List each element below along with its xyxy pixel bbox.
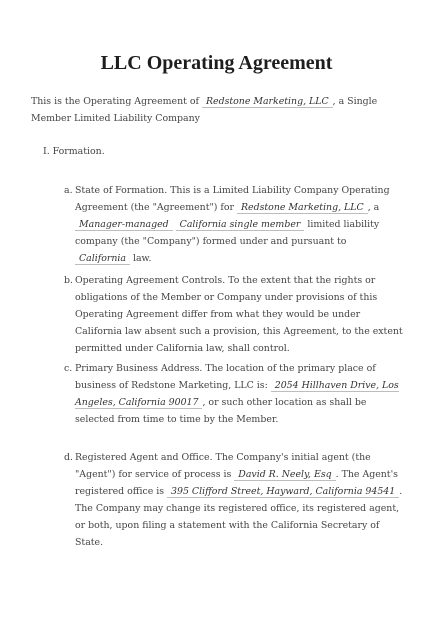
intro-text-post: , a Single Member Limited Liability Company <box>31 96 378 124</box>
item-registered-agent <box>64 449 404 551</box>
item-text: . The Agent's registered office is <box>75 469 398 497</box>
item-label: d. <box>64 452 73 463</box>
item-text: law. <box>132 253 152 264</box>
item-text: , or such other location as shall be selected from time to time by the Member. <box>75 397 367 425</box>
document-title: LLC Operating Agreement <box>100 52 333 74</box>
company-name-field: Redstone Marketing, LLC <box>237 202 368 214</box>
item-text: , a <box>367 202 380 213</box>
address-field: 2054 Hillhaven Drive, Los Angeles, California 90017 <box>75 380 399 408</box>
item-text: Primary Business Address. The location of the primary place of business of Redstone Marketing, LLC is: <box>75 363 376 391</box>
company-name-field: Redstone Marketing, LLC <box>202 96 333 108</box>
item-business-address <box>64 360 404 428</box>
state-member-field: California single member <box>176 219 305 231</box>
intro-text: This is the Operating Agreement of <box>31 96 199 107</box>
item-text: State of Formation. This is a Limited Liability Company Operating Agreement (the "Agreement") for <box>75 185 390 213</box>
item-text: limited liability company (the "Company") formed under and pursuant to <box>75 219 380 247</box>
item-label: a. <box>64 185 73 196</box>
agent-name-field: David R. Neely, Esq <box>234 469 335 481</box>
management-type-field: Manager-managed <box>75 219 173 231</box>
intro-paragraph <box>31 93 411 127</box>
item-agreement-controls <box>64 272 404 357</box>
item-state-of-formation <box>64 182 404 267</box>
section-heading: I. Formation. <box>43 146 105 157</box>
item-label: c. <box>64 363 73 374</box>
office-address-field: 395 Clifford Street, Hayward, California 94541 <box>167 486 399 498</box>
item-text: Registered Agent and Office. The Company's initial agent (the "Agent") for service of process is <box>75 452 371 480</box>
state-field: California <box>75 253 130 265</box>
item-text: . The Company may change its registered office, its registered agent, or both, upon filing a statement with the California Secretary of State. <box>75 486 403 548</box>
item-text: Operating Agreement Controls. To the extent that the rights or obligations of the Member or Company under provisions of this Operating Agreement differ from what they would be under California law absent such a provision, this Agreement, to the extent permitted under California law, shall control. <box>75 275 403 354</box>
item-label: b. <box>64 275 73 286</box>
